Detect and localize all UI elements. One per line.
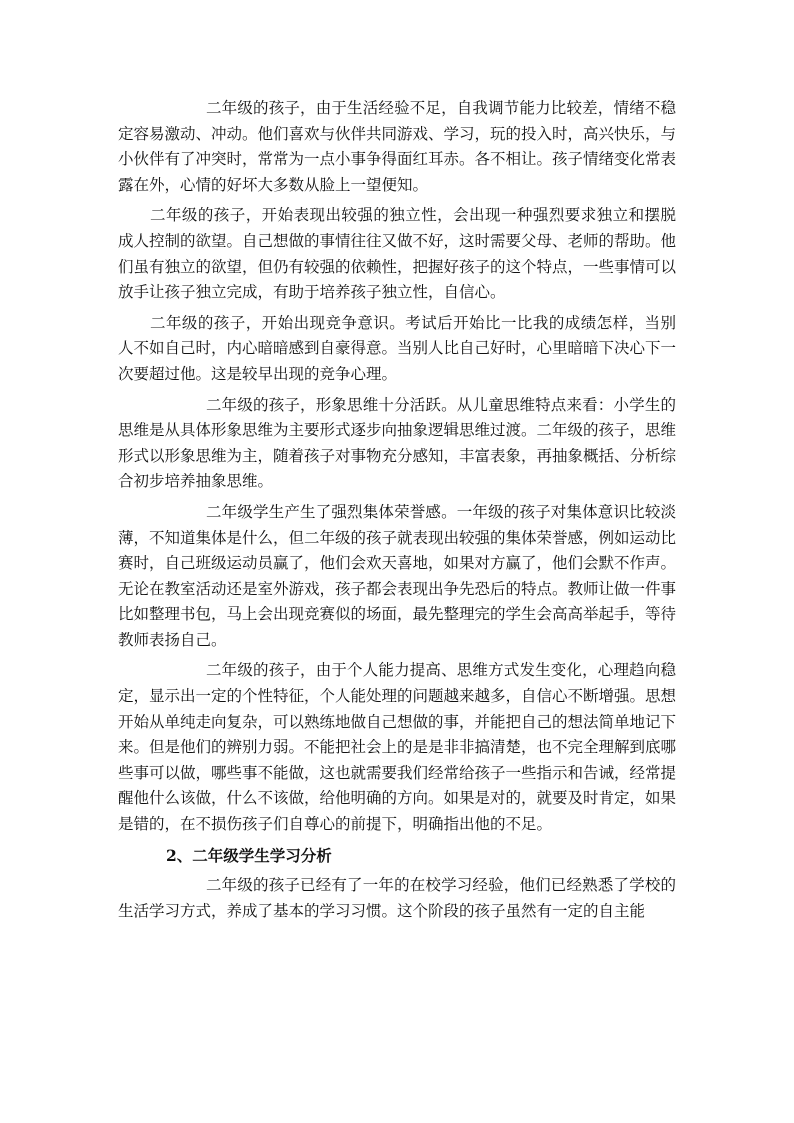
paragraph-personality: 二年级的孩子，由于个人能力提高、思维方式发生变化，心理趋向稳定，显示出一定的个性特征，个人能处理的问题越来越多，自信心不断增强。思想开始从单纯走向复杂，可以熟练地做自己想做的事，并能把自己的想法简单地记下来。但是他们的辨别力弱。不能把社会上的是是非非搞清楚，也不完全理解到底哪些事可以做，哪些事不能做，这也就需要我们经常给孩子一些指示和告诫，经常提醒他什么该做，什么不该做，给他明确的方向。如果是对的，就要及时肯定，如果是错的，在不损伤孩子们自尊心的前提下，明确指出他的不足。 [118, 661, 677, 834]
document-body [118, 96, 676, 929]
paragraph-competition: 二年级的孩子，开始出现竞争意识。考试后开始比一比我的成绩怎样，当别人不如自己时，内心暗暗感到自豪得意。当别人比自己好时，心里暗暗下决心下一次要超过他。这是较早出现的竞争心理。 [118, 313, 677, 383]
paragraph-independence: 二年级的孩子，开始表现出较强的独立性，会出现一种强烈要求独立和摆脱成人控制的欲望。自己想做的事情往往又做不好，这时需要父母、老师的帮助。他们虽有独立的欲望，但仍有较强的依赖性，把握好孩子的这个特点，一些事情可以放手让孩子独立完成，有助于培养孩子独立性，自信心。 [118, 206, 677, 302]
paragraph-emotion: 二年级的孩子，由于生活经验不足，自我调节能力比较差，情绪不稳定容易激动、冲动。他们喜欢与伙伴共同游戏、学习，玩的投入时，高兴快乐，与小伙伴有了冲突时，常常为一点小事争得面红耳赤。各不相让。孩子情绪变化常表露在外，心情的好坏大多数从脸上一望便知。 [118, 99, 677, 194]
paragraph-thinking: 二年级的孩子，形象思维十分活跃。从儿童思维特点来看：小学生的思维是从具体形象思维为主要形式逐步向抽象逻辑思维过渡。二年级的孩子，思维形式以形象思维为主，随着孩子对事物充分感知，丰富表象，再抽象概括、分析综合初步培养抽象思维。 [118, 395, 677, 491]
paragraph-learning: 二年级的孩子已经有了一年的在校学习经验，他们已经熟悉了学校的生活学习方式，养成了基本的学习习惯。这个阶段的孩子虽然有一定的自主能 [118, 876, 676, 920]
section-heading: 2、二年级学生学习分析 [166, 845, 332, 865]
paragraph-collective-honor: 二年级学生产生了强烈集体荣誉感。一年级的孩子对集体意识比较淡薄，不知道集体是什么，但二年级的孩子就表现出较强的集体荣誉感，例如运动比赛时，自己班级运动员赢了，他们会欢天喜地，如果对方赢了，他们会默不作声。无论在教室活动还是室外游戏，孩子都会表现出争先恐后的特点。教师让做一件事比如整理书包，马上会出现竞赛似的场面，最先整理完的学生会高高举起手，等待教师表扬自己。 [118, 502, 677, 649]
